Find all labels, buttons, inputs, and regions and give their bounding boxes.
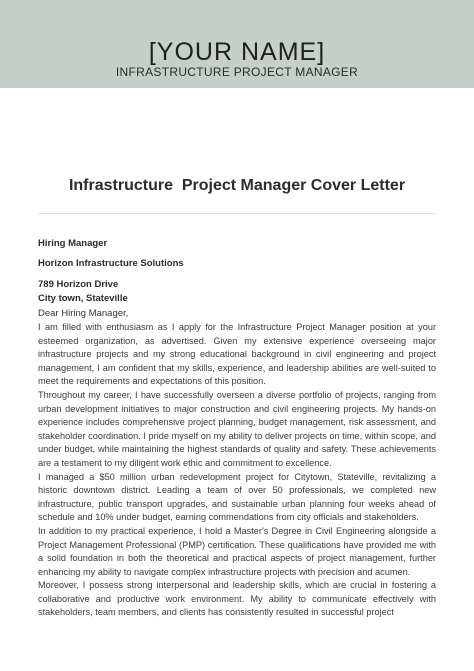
- paragraph-skills: Moreover, I possess strong interpersonal and leadership skills, which are crucial in fostering a collaborative and productive work environment. My ability to communicate effectively with stakeholders, team members, and clients has consistently resulted in successful project: [38, 580, 436, 618]
- recipient-company: Horizon Infrastructure Solutions: [38, 258, 184, 269]
- recipient-street: 789 Horizon Drive: [38, 279, 119, 290]
- applicant-role: INFRASTRUCTURE PROJECT MANAGER: [115, 65, 359, 79]
- letter-body: [38, 321, 436, 620]
- paragraph-project: I managed a $50 million urban redevelopment project for Citytown, Stateville, revitalizing a historic downtown district. Leading a team of over 50 professionals, we completed new infrastructure, public transport upgrades, and sustainable urban planning four weeks ahead of schedule and 10% under budget, earning commendations from city officials and stakeholders.: [38, 471, 436, 523]
- paragraph-intro: I am filled with enthusiasm as I apply for the Infrastructure Project Manager position at your esteemed organization, as advertised. Given my extensive experience overseeing major infrastructure projects and my strong educational background in civil engineering and project management, I am confident that my skills, experience, and leadership abilities are well-suited to meet the requirements and expectations of this position.: [38, 322, 436, 387]
- applicant-name: [YOUR NAME]: [148, 38, 326, 66]
- title-divider: [38, 213, 436, 214]
- recipient-city: City town, Stateville: [38, 293, 128, 304]
- recipient-name: Hiring Manager: [38, 238, 108, 249]
- paragraph-career: Throughout my career, I have successfully overseen a diverse portfolio of projects, ranging from urban development initiatives to major construction and civil engineering projects. My hands-on experience includes comprehensive project planning, budget management, risk assessment, and stakeholder coordination. I pride myself on my ability to deliver projects on time, within scope, and under budget, while maintaining the highest standards of quality and safety. These achievements are a testament to my diligent work ethic and commitment to excellence.: [38, 389, 436, 468]
- document-title: Infrastructure Project Manager Cover Letter: [68, 177, 406, 194]
- header-banner: [0, 0, 474, 88]
- salutation: Dear Hiring Manager,: [38, 308, 129, 319]
- paragraph-education: In addition to my practical experience, I hold a Master's Degree in Civil Engineering alongside a Project Management Professional (PMP) certification. These qualifications have provided me with a solid foundation in both the theoretical and practical aspects of project management, further enhancing my ability to navigate complex infrastructure projects with precision and acumen.: [38, 525, 436, 577]
